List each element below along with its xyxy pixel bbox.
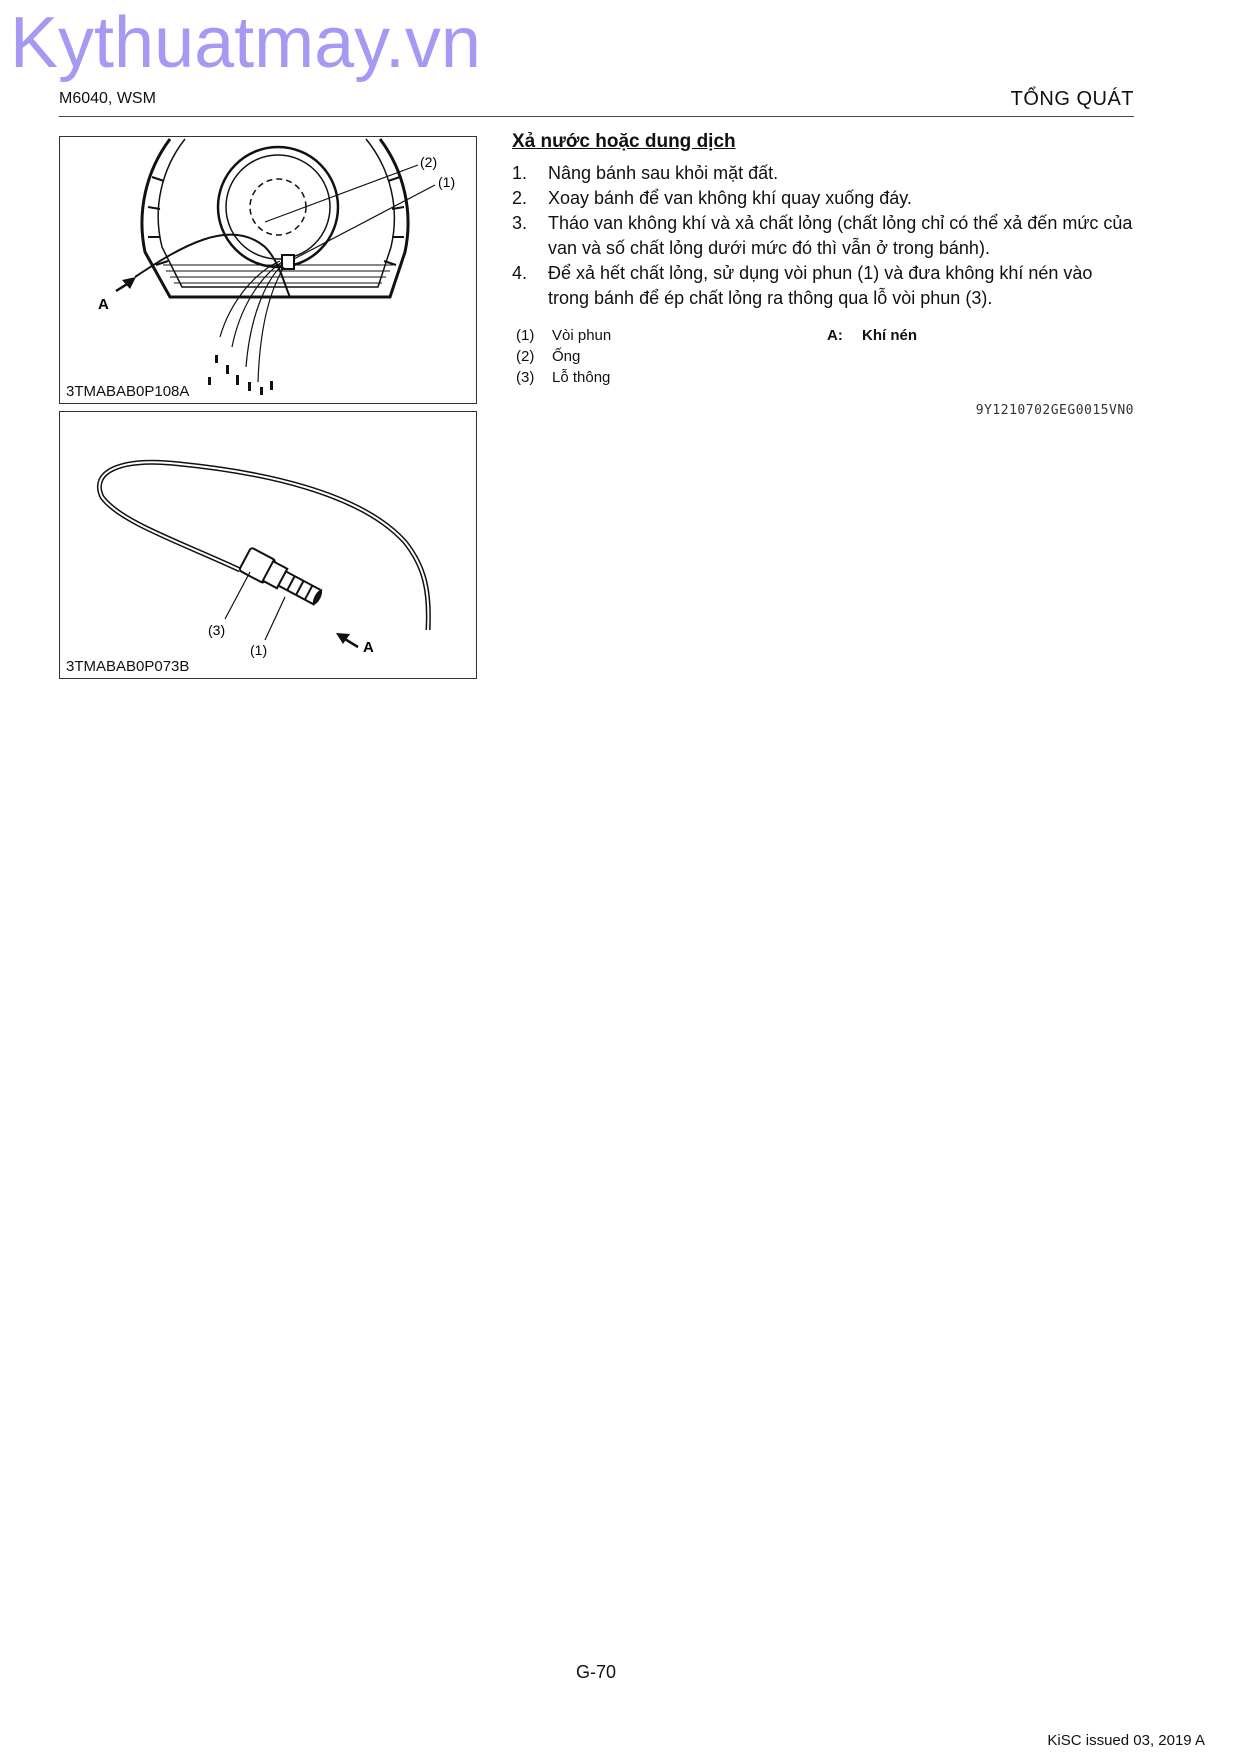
step-number: 3. [512,213,528,233]
legend-item [516,325,611,346]
list-item [512,261,1134,311]
arrow-label-a: A [98,296,109,313]
step-number: 1. [512,163,528,183]
legend [512,325,1134,391]
legend-item [516,346,611,367]
callout-3: (3) [208,622,226,638]
header-divider [59,116,1134,117]
figure-code: 3TMABAB0P108A [66,383,190,400]
list-item [512,161,1134,186]
legend-key-text: Khí nén [862,327,917,344]
legend-number: (2) [516,348,535,365]
figure-tire-drain [59,136,477,404]
step-text: Nâng bánh sau khỏi mặt đất. [548,163,779,183]
legend-key-letter: A: [827,327,843,344]
legend-number: (1) [516,327,535,344]
footer-issue: KiSC issued 03, 2019 A [1047,1732,1205,1749]
legend-number: (3) [516,369,535,386]
step-number: 2. [512,188,528,208]
legend-key [827,325,917,346]
page-number: G-70 [575,1662,617,1682]
legend-text: Ống [552,348,581,365]
procedure-section [512,131,1134,418]
legend-text: Lỗ thông [552,369,611,386]
section-title: Xả nước hoặc dung dịch [512,131,736,152]
header-model: M6040, WSM [59,90,156,107]
nozzle-illustration [60,412,476,678]
figure-code: 3TMABAB0P073B [66,658,190,675]
arrow-label-a: A [363,639,374,656]
step-number: 4. [512,263,528,283]
figure-nozzle [59,411,477,679]
legend-item [516,367,611,388]
steps-list [512,161,1134,311]
list-item [512,186,1134,211]
step-text: Tháo van không khí và xả chất lỏng (chất lỏng chỉ có thể xả đến mức của van và số chất lỏng dưới mức đó thì vẫn ở trong bánh). [548,213,1133,258]
step-text: Xoay bánh để van không khí quay xuống đáy. [548,188,912,208]
callout-2: (2) [420,154,438,170]
callout-1: (1) [438,174,456,190]
tire-drain-illustration [60,137,476,403]
header-section: TỔNG QUÁT [1010,88,1134,110]
step-text: Để xả hết chất lỏng, sử dụng vòi phun (1) và đưa không khí nén vào trong bánh để ép chất lỏng ra thông qua lỗ vòi phun (3). [548,263,1093,308]
legend-text: Vòi phun [552,327,612,344]
reference-code: 9Y1210702GEG0015VN0 [975,403,1134,418]
list-item [512,211,1134,261]
watermark-logo: Kythuatmay.vn [10,3,481,83]
callout-1: (1) [250,642,268,658]
